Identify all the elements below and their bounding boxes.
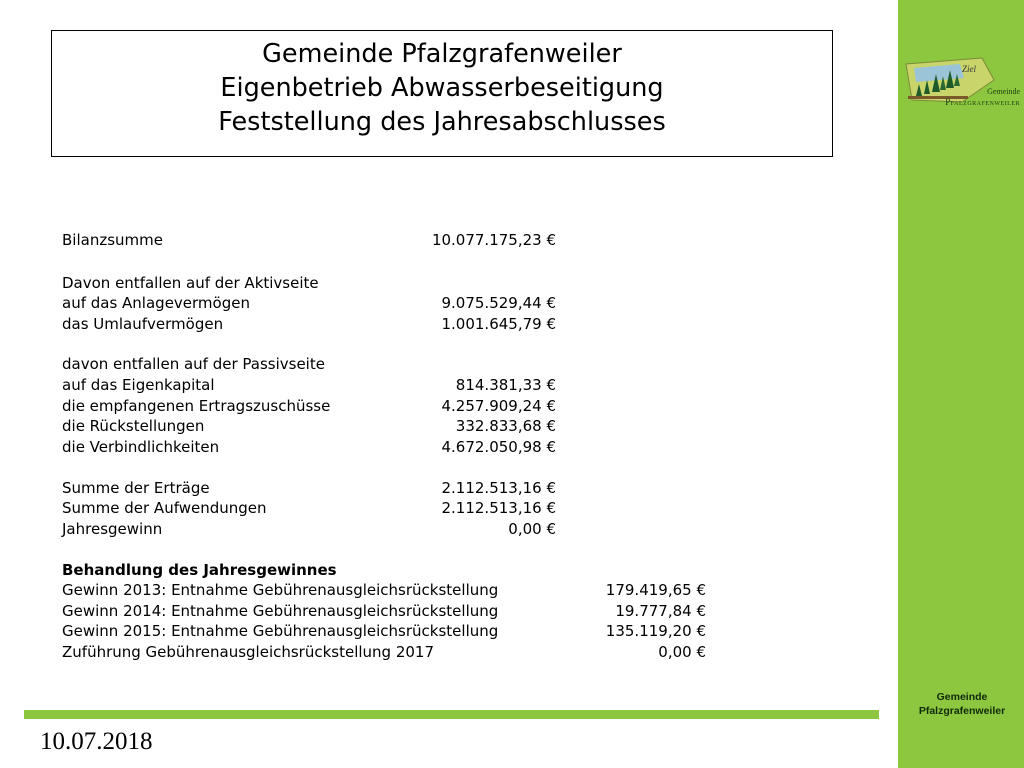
title-line-2: Eigenbetrieb Abwasserbeseitigung: [220, 73, 664, 103]
verbindlichkeiten-value: 4.672.050,98 €: [441, 438, 556, 456]
title-box: [51, 30, 833, 157]
aufwendungen-label: Summe der Aufwendungen: [62, 499, 267, 517]
treatment-heading: Behandlung des Jahresgewinnes: [62, 561, 337, 579]
eigenkapital-label: auf das Eigenkapital: [62, 376, 215, 394]
gewinn-2014-value: 19.777,84 €: [615, 602, 706, 620]
rueckstellungen-value: 332.833,68 €: [455, 417, 556, 435]
sidebar-name-line-2: Pfalzgrafenweiler: [918, 705, 1006, 717]
aktiv-heading: Davon entfallen auf der Aktivseite: [62, 274, 319, 292]
sidebar-name-line-1: Gemeinde: [936, 691, 988, 703]
umlauf-label: das Umlaufvermögen: [62, 315, 224, 333]
ertraege-value: 2.112.513,16 €: [441, 479, 556, 497]
ertraege-label: Summe der Erträge: [62, 479, 210, 497]
logo-caption-bottom: Pfalzgrafenweiler: [945, 97, 1020, 107]
umlauf-value: 1.001.645,79 €: [441, 315, 556, 333]
green-sidebar: [898, 0, 1024, 768]
gewinn-2015-value: 135.119,20 €: [605, 622, 706, 640]
footer-bar: [24, 710, 879, 719]
title-line-3: Feststellung des Jahresabschlusses: [218, 107, 666, 137]
eigenkapital-value: 814.381,33 €: [455, 376, 556, 394]
zufuehrung-2017-value: 0,00 €: [658, 643, 706, 661]
verbindlichkeiten-label: die Verbindlichkeiten: [62, 438, 220, 456]
rueckstellungen-label: die Rückstellungen: [62, 417, 205, 435]
anlage-value: 9.075.529,44 €: [441, 294, 556, 312]
bilanzsumme-value: 10.077.175,23 €: [431, 231, 556, 249]
aufwendungen-value: 2.112.513,16 €: [441, 499, 556, 517]
gewinn-2014-label: Gewinn 2014: Entnahme Gebührenausgleichsrückstellung: [62, 602, 499, 620]
gewinn-2013-value: 179.419,65 €: [605, 581, 706, 599]
zufuehrung-2017-label: Zuführung Gebührenausgleichsrückstellung 2017: [62, 643, 435, 661]
bilanzsumme-label: Bilanzsumme: [62, 231, 163, 249]
ertragszuschuesse-label: die empfangenen Ertragszuschüsse: [62, 397, 331, 415]
ertragszuschuesse-value: 4.257.909,24 €: [441, 397, 556, 415]
svg-text:Ziel: Ziel: [962, 64, 977, 74]
jahresgewinn-value: 0,00 €: [508, 520, 556, 538]
gewinn-2013-label: Gewinn 2013: Entnahme Gebührenausgleichsrückstellung: [62, 581, 499, 599]
passiv-heading: davon entfallen auf der Passivseite: [62, 355, 325, 373]
jahresgewinn-label: Jahresgewinn: [62, 520, 163, 538]
anlage-label: auf das Anlagevermögen: [62, 294, 250, 312]
logo-caption-top: Gemeinde: [987, 87, 1020, 96]
gewinn-2015-label: Gewinn 2015: Entnahme Gebührenausgleichsrückstellung: [62, 622, 499, 640]
sidebar-municipality-name: [906, 690, 1018, 718]
title-line-1: Gemeinde Pfalzgrafenweiler: [262, 39, 622, 69]
logo-caption: [922, 86, 1020, 108]
footer-date: 10.07.2018: [40, 728, 153, 755]
